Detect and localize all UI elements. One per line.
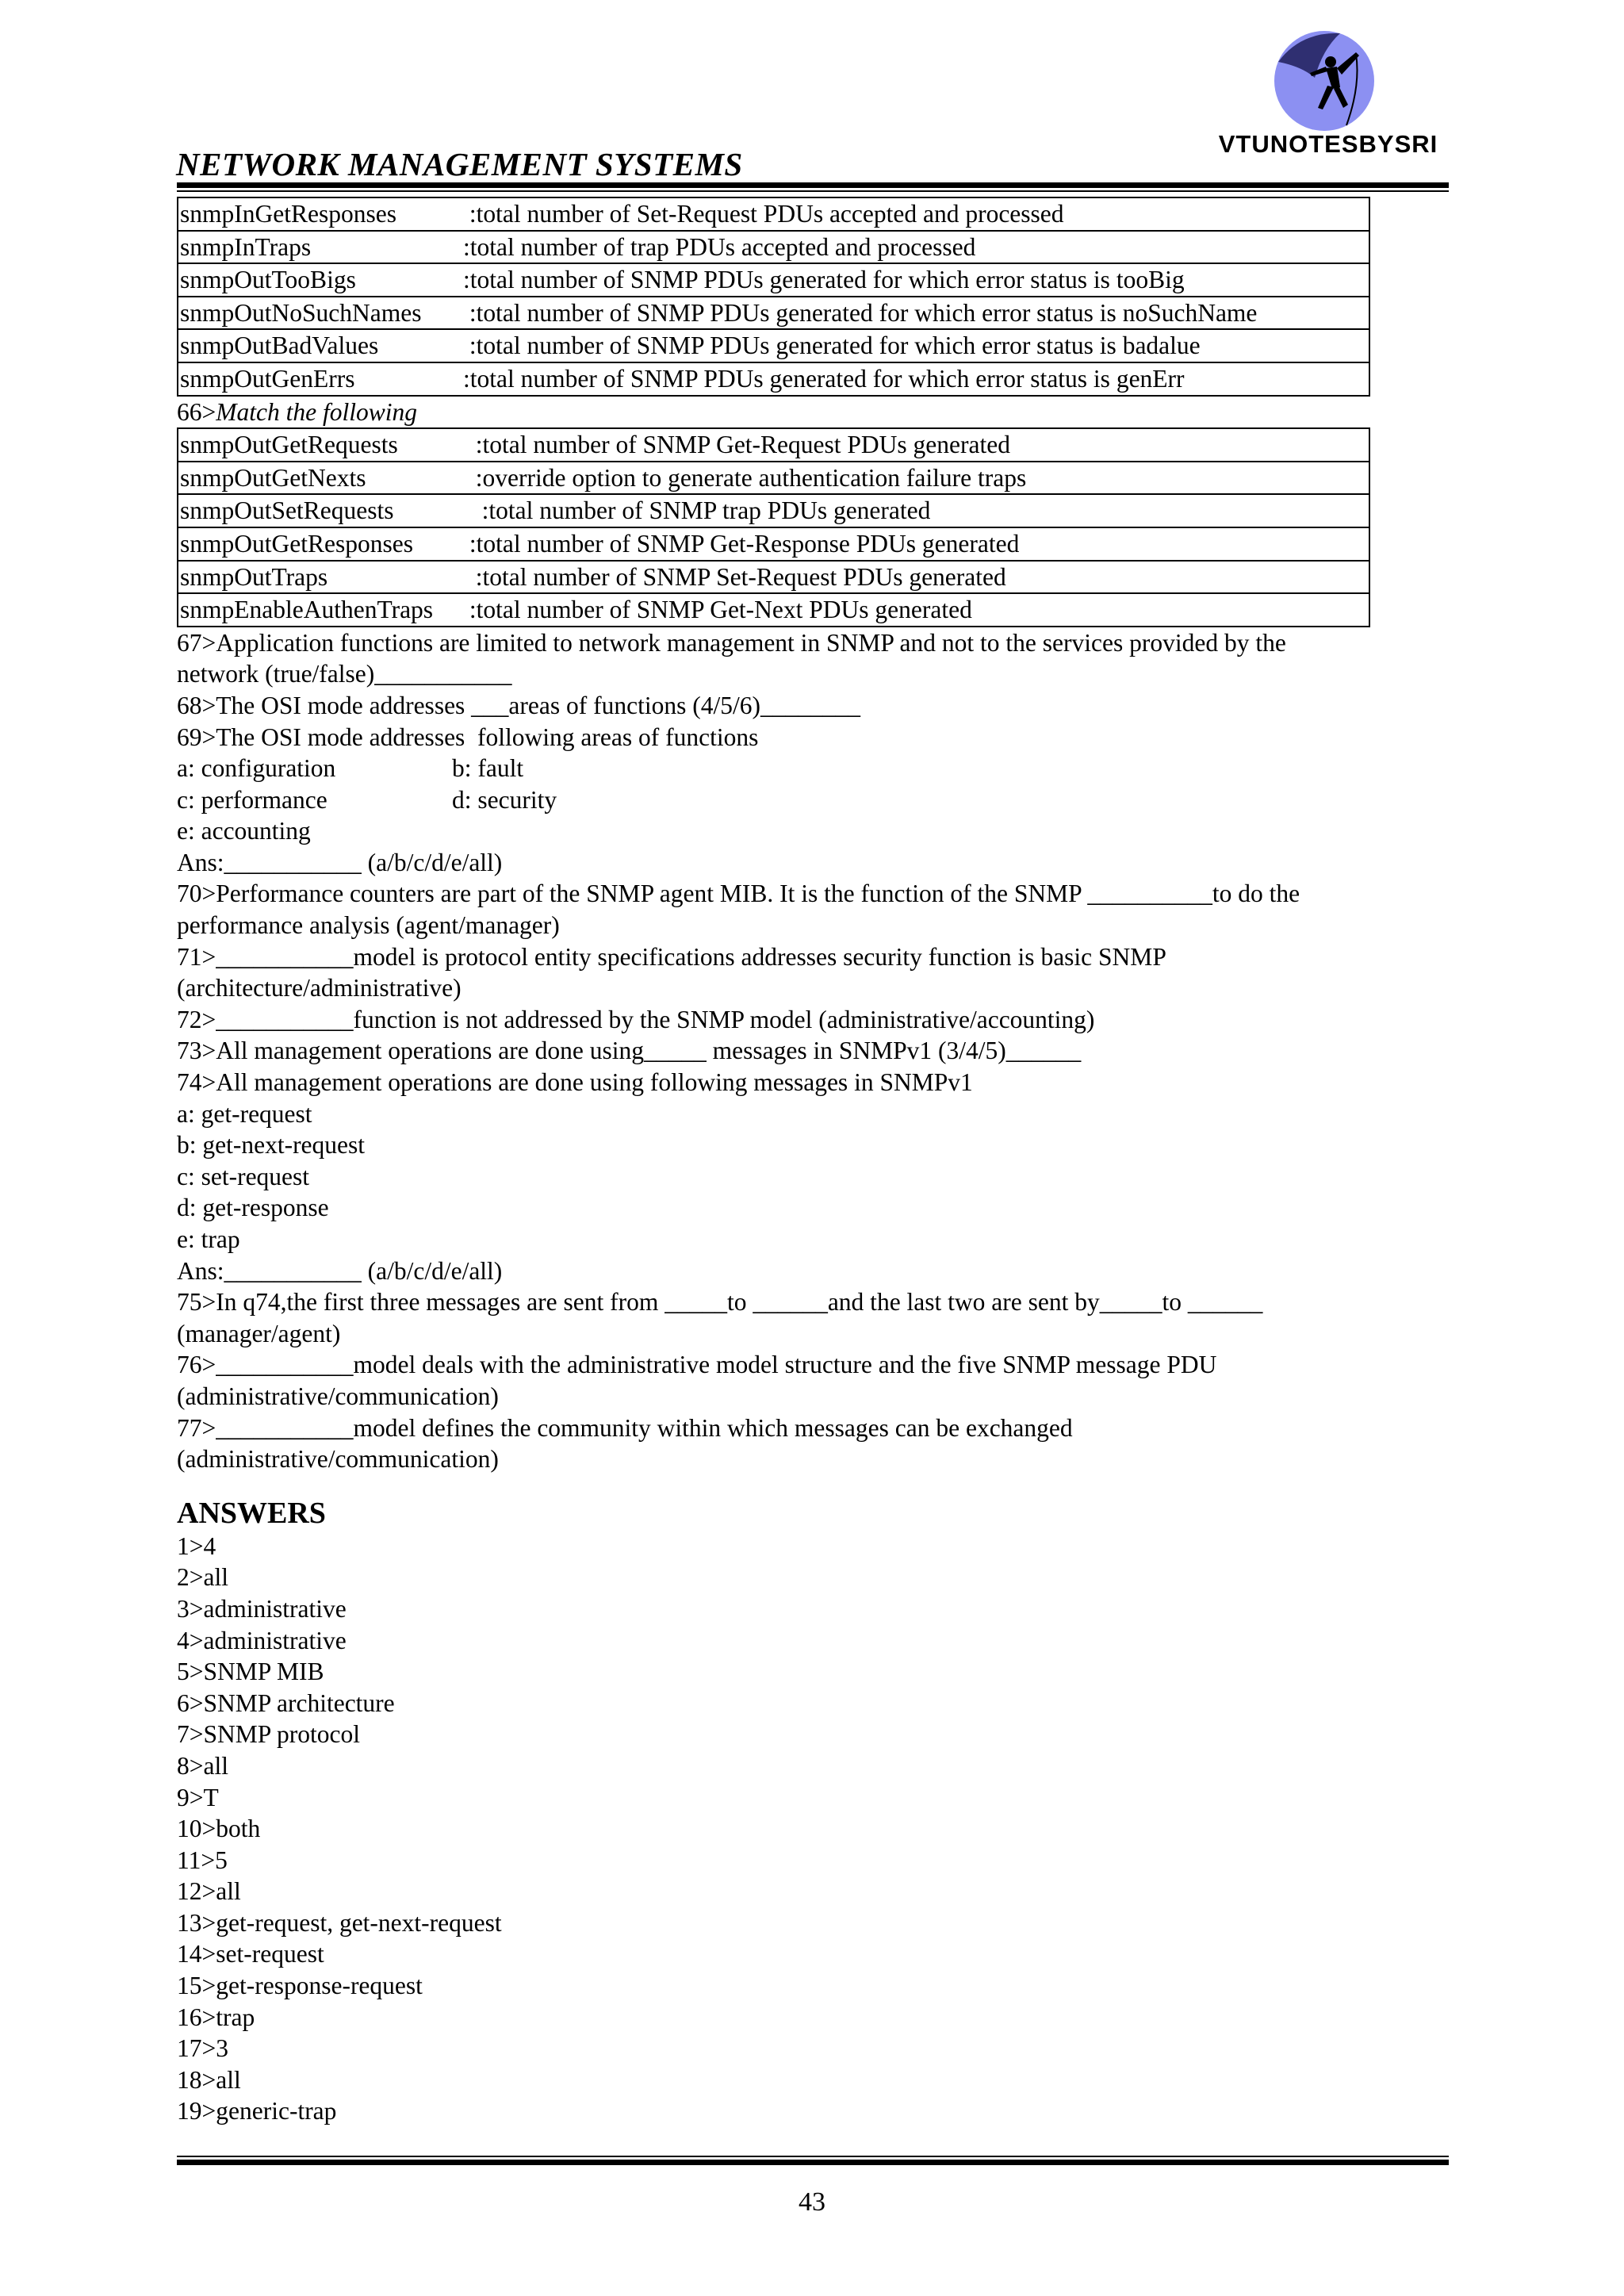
answer-item: 5>SNMP MIB: [177, 1658, 324, 1686]
table-row: [178, 362, 1369, 396]
question-76-line-1: 76>___________model deals with the administrative model structure and the five SNMP message PDU: [177, 1351, 1217, 1379]
answer-item: 13>get-request, get-next-request: [177, 1908, 502, 1937]
question-66-prefix: 66>: [177, 397, 216, 426]
mib-object-name: snmpOutGenErrs: [178, 362, 462, 396]
question-72: 72>___________function is not addressed by the SNMP model (administrative/accounting): [177, 1005, 1095, 1033]
header-rule-thin: [177, 190, 1449, 192]
question-73: 73>All management operations are done using_____ messages in SNMPv1 (3/4/5)______: [177, 1037, 1082, 1065]
mib-object-name: snmpInTraps: [178, 231, 462, 264]
answer-item: 2>all: [177, 1563, 228, 1592]
option-a: a: configuration: [177, 754, 336, 783]
answer-blank: Ans:___________ (a/b/c/d/e/all): [177, 848, 503, 876]
table-row: [178, 462, 1369, 495]
option-d: d: get-response: [177, 1194, 329, 1222]
option-row: [177, 784, 1449, 816]
answer-item: 1>4: [177, 1531, 216, 1560]
answer-item: 11>5: [177, 1846, 228, 1874]
option-e: e: accounting: [177, 817, 311, 845]
mib-table-1: [177, 197, 1370, 397]
page-number: 43: [799, 2187, 825, 2217]
mib-object-description: :total number of SNMP PDUs generated for which error status is tooBig: [462, 263, 1369, 297]
option-b: b: get-next-request: [177, 1131, 366, 1159]
mib-object-name: snmpOutBadValues: [178, 329, 462, 362]
mib-object-description: :total number of SNMP Set-Request PDUs generated: [462, 561, 1369, 594]
question-70-line-1: 70>Performance counters are part of the SNMP agent MIB. It is the function of the SNMP __________to do the: [177, 880, 1300, 908]
question-67-line-1: 67>Application functions are limited to network management in SNMP and not to the services provided by the: [177, 628, 1286, 657]
mib-object-description: :total number of SNMP PDUs generated for which error status is genErr: [462, 362, 1369, 396]
mib-object-name: snmpOutNoSuchNames: [178, 297, 462, 330]
question-70-line-2: performance analysis (agent/manager): [177, 911, 560, 940]
mib-object-description: :total number of SNMP Get-Response PDUs generated: [462, 527, 1369, 561]
answer-item: 4>administrative: [177, 1626, 347, 1654]
mib-object-name: snmpOutSetRequests: [178, 494, 462, 527]
mib-object-name: snmpEnableAuthenTraps: [178, 593, 462, 627]
page-content: [177, 197, 1449, 2127]
mib-object-name: snmpInGetResponses: [178, 197, 462, 231]
question-77-line-2: (administrative/communication): [177, 1445, 499, 1474]
question-66-text: Match the following: [216, 397, 417, 426]
answer-item: 10>both: [177, 1815, 261, 1843]
answer-item: 12>all: [177, 1877, 241, 1906]
mib-object-name: snmpOutGetResponses: [178, 527, 462, 561]
table-row: [178, 593, 1369, 627]
answer-item: 17>3: [177, 2034, 229, 2063]
answer-item: 19>generic-trap: [177, 2097, 337, 2125]
answer-item: 18>all: [177, 2065, 241, 2094]
question-66: [177, 397, 1449, 428]
table-row: [178, 428, 1369, 462]
table-row: [178, 561, 1369, 594]
question-71-line-1: 71>___________model is protocol entity specifications addresses security function is basic SNMP: [177, 942, 1166, 971]
answer-item: 6>SNMP architecture: [177, 1688, 395, 1717]
question-77-line-1: 77>___________model defines the community within which messages can be exchanged: [177, 1413, 1073, 1442]
option-b: b: fault: [452, 754, 524, 783]
match-table: [177, 427, 1370, 627]
mib-object-description: :total number of SNMP PDUs generated for which error status is noSuchName: [462, 297, 1369, 330]
question-71-line-2: (architecture/administrative): [177, 974, 462, 1002]
question-69: 69>The OSI mode addresses following areas of functions: [177, 723, 759, 751]
option-row: [177, 753, 1449, 784]
option-c: c: set-request: [177, 1162, 310, 1190]
table-row: [178, 231, 1369, 264]
table-row: [178, 329, 1369, 362]
mib-object-name: snmpOutGetNexts: [178, 462, 462, 495]
answer-item: 16>trap: [177, 2003, 255, 2031]
footer-rule-thin: [177, 2156, 1449, 2157]
option-e: e: trap: [177, 1225, 240, 1253]
table-row: [178, 297, 1369, 330]
answer-item: 8>all: [177, 1751, 228, 1780]
option-c: c: performance: [177, 785, 327, 814]
mib-object-name: snmpOutTraps: [178, 561, 462, 594]
table-row: [178, 494, 1369, 527]
question-75-line-2: (manager/agent): [177, 1319, 341, 1347]
option-d: d: security: [452, 785, 557, 814]
climber-logo-icon: [1274, 30, 1375, 132]
header-rule-thick: [177, 182, 1449, 188]
mib-object-description: :total number of Set-Request PDUs accepted and processed: [462, 197, 1369, 231]
match-table-body: [178, 428, 1369, 627]
table-row: [178, 197, 1369, 231]
mib-object-description: :total number of trap PDUs accepted and processed: [462, 231, 1369, 264]
option-a: a: get-request: [177, 1099, 312, 1128]
document-title: NETWORK MANAGEMENT SYSTEMS: [176, 146, 743, 182]
mib-object-description: :total number of SNMP Get-Request PDUs generated: [462, 428, 1369, 462]
brand-name: VTUNOTESBYSRI: [1218, 130, 1438, 158]
question-75-line-1: 75>In q74,the first three messages are sent from _____to ______and the last two are sent by_____to ______: [177, 1288, 1263, 1317]
table-row: [178, 527, 1369, 561]
answer-item: 9>T: [177, 1783, 219, 1811]
answers-heading: ANSWERS: [177, 1496, 326, 1530]
answer-item: 15>get-response-request: [177, 1972, 423, 2000]
answer-item: 7>SNMP protocol: [177, 1720, 360, 1749]
mib-object-name: snmpOutTooBigs: [178, 263, 462, 297]
mib-table-1-body: [178, 197, 1369, 396]
answer-item: 3>administrative: [177, 1594, 347, 1623]
question-68: 68>The OSI mode addresses ___areas of functions (4/5/6)________: [177, 691, 860, 719]
mib-object-name: snmpOutGetRequests: [178, 428, 462, 462]
mib-object-description: :override option to generate authentication failure traps: [462, 462, 1369, 495]
mib-object-description: :total number of SNMP Get-Next PDUs generated: [462, 593, 1369, 627]
mib-object-description: :total number of SNMP trap PDUs generated: [462, 494, 1369, 527]
answer-blank: Ans:___________ (a/b/c/d/e/all): [177, 1256, 503, 1285]
question-67-line-2: network (true/false)___________: [177, 660, 512, 688]
answers-list: [177, 1531, 1449, 2127]
answer-item: 14>set-request: [177, 1940, 324, 1968]
question-74: 74>All management operations are done using following messages in SNMPv1: [177, 1068, 973, 1097]
table-row: [178, 263, 1369, 297]
footer-rule-thick: [177, 2160, 1449, 2165]
question-76-line-2: (administrative/communication): [177, 1382, 499, 1410]
mib-object-description: :total number of SNMP PDUs generated for which error status is badalue: [462, 329, 1369, 362]
